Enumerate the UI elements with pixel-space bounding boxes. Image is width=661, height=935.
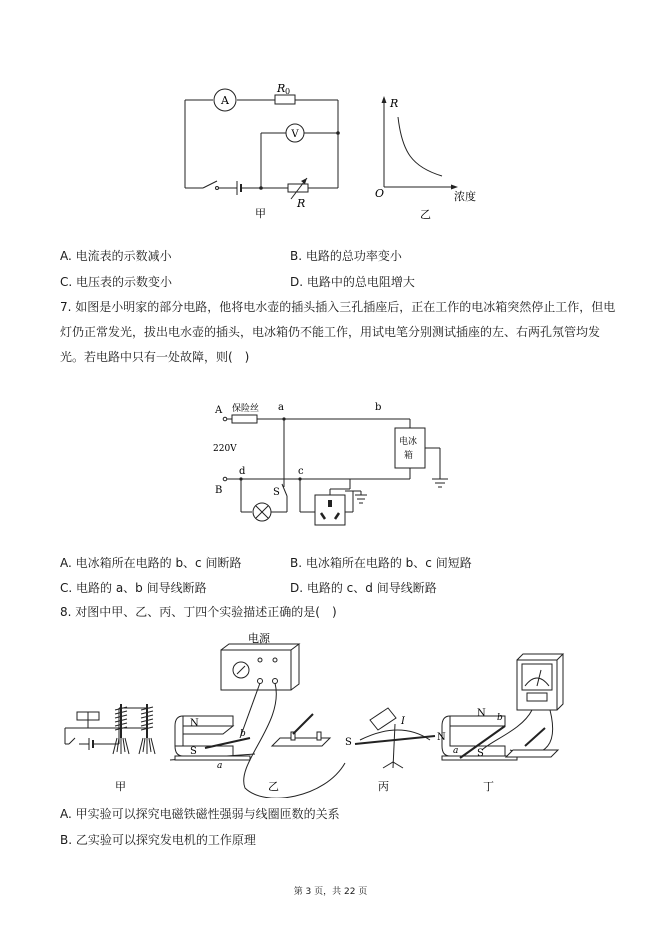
q7-stem-line3: 光。若电路中只有一处故障，则( ): [60, 350, 250, 364]
switch-label: S: [273, 487, 280, 498]
ding-label: 丁: [483, 780, 494, 793]
q8-experiments-figure: [55, 628, 595, 798]
fridge-label-2: 箱: [404, 451, 414, 461]
q6-option-d[interactable]: D. 电路中的总电阻增大: [290, 275, 415, 289]
q6-option-b[interactable]: B. 电路的总功率变小: [290, 249, 402, 263]
point-a-label: a: [278, 402, 284, 413]
fig-jia-label: 甲: [255, 207, 266, 220]
ding-a-label: a: [453, 746, 459, 756]
q8-option-b[interactable]: B. 乙实验可以探究发电机的工作原理: [60, 833, 256, 847]
bing-n-label: N: [437, 732, 446, 743]
point-d-label: d: [239, 466, 246, 477]
ammeter-label: A: [221, 94, 229, 107]
axis-y-label: R: [390, 97, 399, 110]
q7-option-a[interactable]: A. 电冰箱所在电路的 b、c 间断路: [60, 556, 242, 570]
q7-option-c[interactable]: C. 电路的 a、b 间导线断路: [60, 581, 207, 595]
axis-x-label: 浓度: [454, 190, 476, 203]
yi-label: 乙: [268, 780, 279, 793]
q6-graph-figure: [372, 92, 487, 220]
q7-stem-line2: 灯仍正常发光，拔出电水壶的插头，电冰箱仍不能工作，用试电笔分别测试插座的左、右两孔氖管均发: [60, 325, 601, 339]
r0-label: R: [277, 82, 286, 95]
jia-label: 甲: [115, 780, 126, 793]
q7-option-d[interactable]: D. 电路的 c、d 间导线断路: [290, 581, 437, 595]
q8-stem: 8. 对图中甲、乙、丙、丁四个实验描述正确的是( ): [60, 605, 337, 619]
point-b-label: b: [375, 402, 382, 413]
yi-a-label: a: [217, 761, 223, 771]
point-c-label: c: [298, 466, 304, 477]
ding-n-label: N: [477, 708, 486, 719]
q7-household-circuit: [205, 395, 465, 535]
bing-label: 丙: [378, 780, 389, 793]
axis-origin-label: O: [375, 187, 385, 200]
ding-b-label: b: [497, 713, 503, 723]
q7-option-b[interactable]: B. 电冰箱所在电路的 b、c 间短路: [290, 556, 472, 570]
voltage-label: 220V: [213, 444, 237, 454]
voltmeter-label: V: [291, 129, 299, 140]
ding-s-label: S: [477, 748, 484, 759]
fuse-label: 保险丝: [232, 404, 260, 414]
r0-subscript: 0: [285, 87, 291, 96]
line-b-label: B: [215, 485, 223, 496]
q7-stem-line1: 7. 如图是小明家的部分电路，他将电水壶的插头插入三孔插座后，正在工作的电冰箱突然停止工作，但电: [60, 300, 616, 314]
fig-yi-label: 乙: [420, 208, 431, 220]
bing-i-label: I: [401, 716, 405, 727]
q8-option-a[interactable]: A. 甲实验可以探究电磁铁磁性强弱与线圈匝数的关系: [60, 807, 340, 821]
page-footer: 第 3 页，共 22 页: [293, 887, 368, 897]
bing-s-label: S: [345, 737, 352, 748]
power-supply-label: 电源: [248, 632, 270, 645]
q6-option-c[interactable]: C. 电压表的示数变小: [60, 275, 173, 289]
yi-s-label: S: [190, 746, 197, 757]
yi-n-label: N: [190, 718, 199, 729]
q6-circuit-figure: [175, 80, 355, 220]
yi-b-label: b: [240, 729, 246, 739]
fridge-label-1: 电冰: [399, 437, 418, 447]
q6-option-a[interactable]: A. 电流表的示数减小: [60, 249, 172, 263]
line-a-label: A: [215, 405, 223, 416]
r-label: R: [297, 197, 306, 210]
